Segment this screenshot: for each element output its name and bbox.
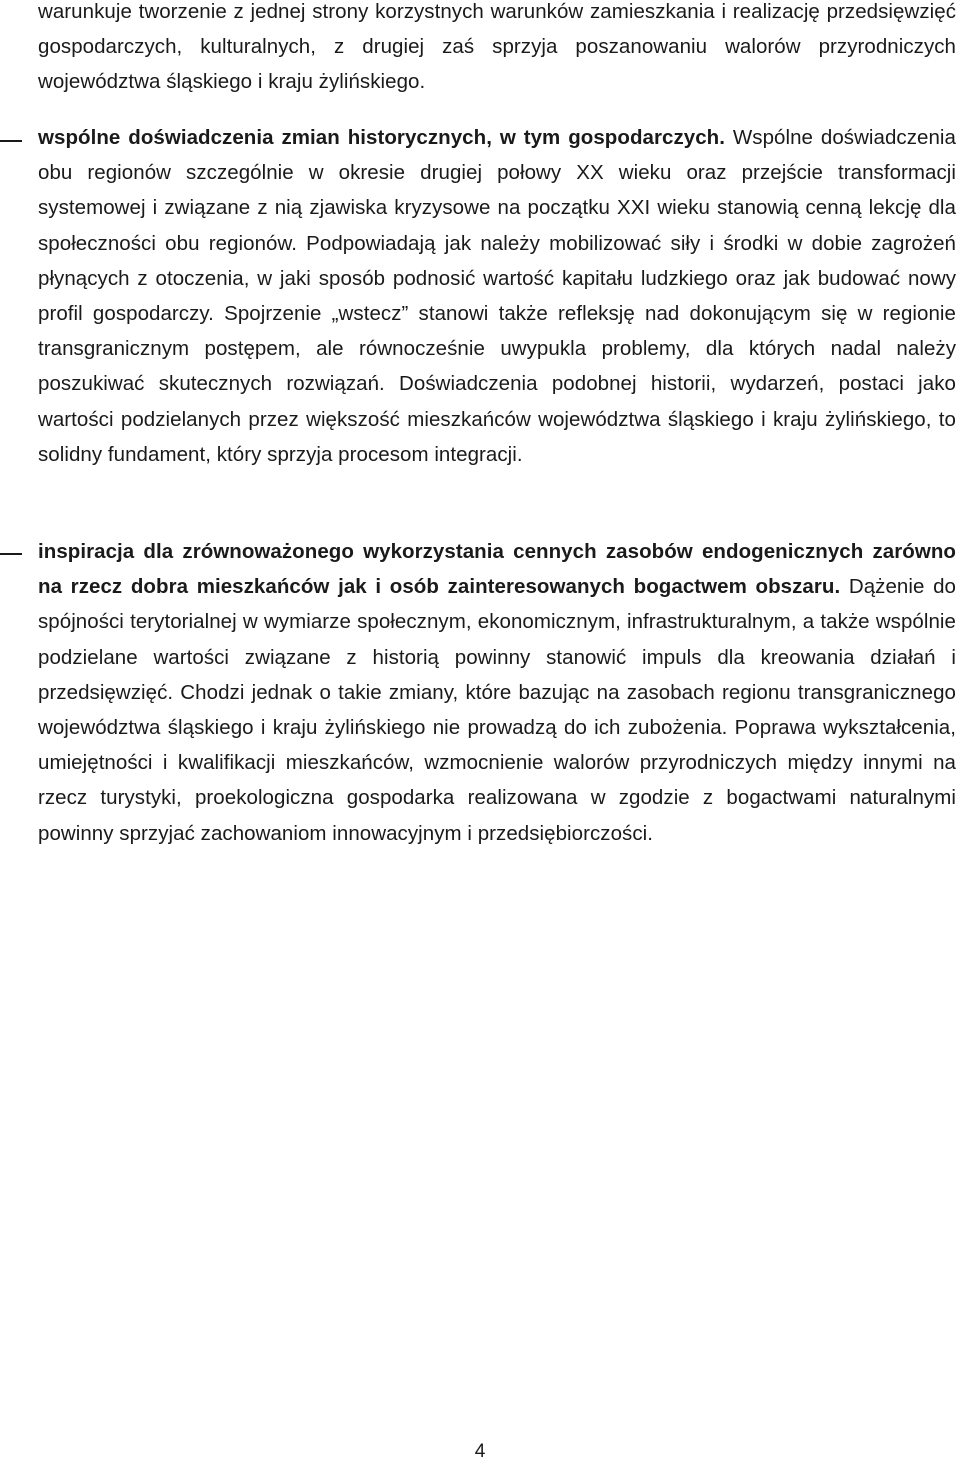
item-heading: inspiracja dla zrównoważonego wykorzystania cennych zasobów endogenicznych zarówno na rzecz dobra mieszkańców jak i osób zainteresowanych bogactwem obszaru. <box>38 540 956 599</box>
item-body: Dążenie do spójności terytorialnej w wymiarze społecznym, ekonomicznym, infrastrukturalnym, a także wspólnie podzielane wartości związane z historią powinny stanowić impuls dla kreowania działań i przedsięwzięć. Chodzi jednak o takie zmiany, które bazując na zasobach regionu transgranicznego województwa śląskiego i kraju żylińskiego nie prowadzą do ich zubożenia. Poprawa wykształcenia, umiejętności i kwalifikacji mieszkańców, wzmocnienie walorów przyrodniczych między innymi na rzecz turystyki, proekologiczna gospodarka realizowana w zgodzie z bogactwami naturalnymi powinny sprzyjać zachowaniom innowacyjnym i przedsiębiorczości. <box>38 575 956 845</box>
intro-paragraph <box>38 0 956 100</box>
item-heading: wspólne doświadczenia zmian historycznych, w tym gospodarczych. <box>38 126 725 149</box>
page-number: 4 <box>474 1441 486 1462</box>
item-body: Wspólne doświadczenia obu regionów szczególnie w okresie drugiej połowy XX wieku oraz przejście transformacji systemowej i związane z nią zjawiska kryzysowe na początku XXI wieku stanowią cenną lekcję dla społeczności obu regionów. Podpowiadają jak należy mobilizować siły i środki w dobie zagrożeń płynących z otoczenia, w jaki sposób podnosić wartość kapitału ludzkiego oraz jak budować nowy profil gospodarczy. Spojrzenie „wstecz” stanowi także refleksję nad dokonującym się w regionie transgranicznym postępem, ale równocześnie uwypukla problemy, dla których nadal należy poszukiwać skutecznych rozwiązań. Doświadczenia podobnej historii, wydarzeń, postaci jako wartości podzielanych przez większość mieszkańców województwa śląskiego i kraju żylińskiego, to solidny fundament, który sprzyja procesom integracji. <box>38 126 956 466</box>
list-dash-marker <box>0 553 22 555</box>
intro-text: warunkuje tworzenie z jednej strony korzystnych warunków zamieszkania i realizację przedsięwzięć gospodarczych, kulturalnych, z drugiej zaś sprzyja poszanowaniu walorów przyrodniczych województwa śląskiego i kraju żylińskiego. <box>38 0 956 94</box>
list-dash-marker <box>0 140 22 142</box>
list-item <box>38 534 956 851</box>
list-item <box>38 120 956 472</box>
